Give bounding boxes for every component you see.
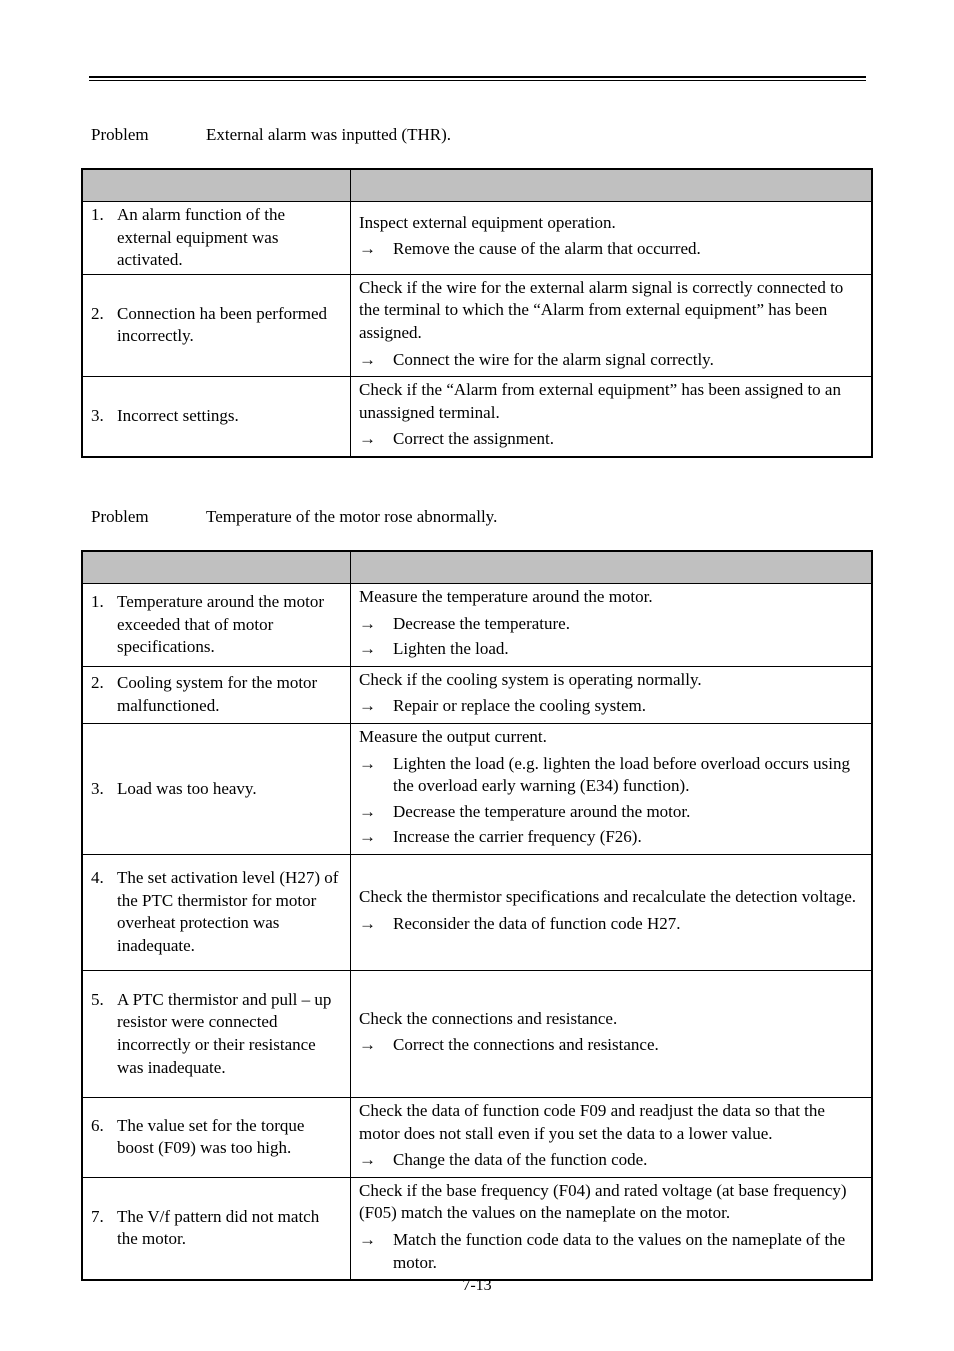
cause-cell bbox=[82, 1177, 351, 1280]
remedy-action bbox=[359, 695, 863, 718]
right-arrow-icon: → bbox=[359, 696, 376, 716]
right-arrow-icon: → bbox=[359, 1150, 376, 1170]
check-remedy-cell bbox=[351, 1177, 873, 1280]
remedy-text: Reconsider the data of function code H27. bbox=[393, 913, 681, 933]
check-text: Check the data of function code F09 and readjust the data so that the motor does not stall even if you set the data to a lower value. bbox=[359, 1100, 825, 1143]
table-row bbox=[82, 1097, 872, 1177]
page-number: 7-13 bbox=[462, 1277, 492, 1294]
cause-number: 7. bbox=[91, 1206, 104, 1226]
check-text: Check if the “Alarm from external equipment” has been assigned to an unassigned terminal. bbox=[359, 380, 841, 422]
table-row bbox=[82, 202, 872, 275]
cause-number: 1. bbox=[91, 592, 104, 611]
remedy-text: Lighten the load. bbox=[393, 639, 509, 659]
remedy-text: Correct the assignment. bbox=[393, 429, 554, 449]
cause-item bbox=[91, 778, 342, 801]
right-arrow-icon: → bbox=[359, 1229, 376, 1249]
header-rule-thick bbox=[89, 76, 866, 78]
check-text: Measure the output current. bbox=[359, 726, 547, 746]
cause-item bbox=[91, 989, 342, 1079]
remedy-action bbox=[359, 349, 863, 372]
cause-cell bbox=[82, 202, 351, 275]
cause-cell bbox=[82, 584, 351, 667]
remedy-action bbox=[359, 1229, 863, 1274]
remedy-text: Repair or replace the cooling system. bbox=[393, 696, 647, 716]
cause-text: An alarm function of the external equipment was activated. bbox=[117, 205, 286, 270]
cause-item bbox=[91, 303, 342, 348]
remedy-action bbox=[359, 1149, 863, 1172]
table-row bbox=[82, 377, 872, 457]
cause-cell bbox=[82, 970, 351, 1097]
problem-text: Temperature of the motor rose abnormally. bbox=[206, 507, 498, 526]
right-arrow-icon: → bbox=[359, 613, 376, 633]
remedy-action bbox=[359, 638, 863, 661]
problem-text: External alarm was inputted (THR). bbox=[206, 125, 452, 144]
header-check-cell bbox=[351, 169, 873, 202]
cause-number: 3. bbox=[91, 406, 104, 426]
check-remedy-cell bbox=[351, 1097, 873, 1177]
remedy-action bbox=[359, 913, 863, 936]
cause-cell bbox=[82, 854, 351, 970]
problem-label: Problem bbox=[91, 507, 149, 526]
check-remedy-cell bbox=[351, 377, 873, 457]
check-remedy-cell bbox=[351, 584, 873, 667]
cause-item bbox=[91, 867, 342, 957]
remedy-text: Decrease the temperature around the motor. bbox=[393, 801, 691, 821]
remedy-text: Change the data of the function code. bbox=[393, 1150, 648, 1170]
check-remedy-cell bbox=[351, 723, 873, 854]
right-arrow-icon: → bbox=[359, 239, 376, 259]
cause-text: Cooling system for the motor malfunctioned. bbox=[117, 673, 318, 715]
cause-item bbox=[91, 591, 342, 659]
check-remedy-cell bbox=[351, 666, 873, 723]
right-arrow-icon: → bbox=[359, 639, 376, 659]
check-remedy-cell bbox=[351, 970, 873, 1097]
cause-number: 2. bbox=[91, 673, 104, 693]
cause-text: The set activation level (H27) of the PTC thermistor for motor overheat protection was inadequate. bbox=[117, 868, 339, 956]
check-text: Check the thermistor specifications and recalculate the detection voltage. bbox=[359, 887, 857, 907]
check-text: Check if the wire for the external alarm signal is correctly connected to the terminal to which the “Alarm from external equipment” has been assigned. bbox=[359, 277, 844, 342]
check-remedy-cell bbox=[351, 274, 873, 376]
table-row bbox=[82, 666, 872, 723]
table-row bbox=[82, 970, 872, 1097]
table-row bbox=[82, 854, 872, 970]
cause-number: 5. bbox=[91, 989, 104, 1009]
right-arrow-icon: → bbox=[359, 913, 376, 933]
cause-text: The V/f pattern did not match the motor. bbox=[117, 1206, 320, 1249]
problem-label: Problem bbox=[91, 125, 149, 144]
right-arrow-icon: → bbox=[359, 349, 376, 369]
remedy-action bbox=[359, 428, 863, 451]
remedy-text: Connect the wire for the alarm signal correctly. bbox=[393, 349, 714, 369]
cause-number: 1. bbox=[91, 205, 104, 224]
table-row bbox=[82, 723, 872, 854]
cause-number: 4. bbox=[91, 868, 104, 888]
right-arrow-icon: → bbox=[359, 827, 376, 847]
header-rule-thin bbox=[89, 80, 866, 81]
cause-cell bbox=[82, 377, 351, 457]
cause-item bbox=[91, 1115, 342, 1160]
table-header-row bbox=[82, 551, 872, 584]
header-cause-cell bbox=[82, 169, 351, 202]
remedy-text: Increase the carrier frequency (F26). bbox=[393, 827, 642, 847]
remedy-action bbox=[359, 1034, 863, 1057]
check-remedy-cell bbox=[351, 854, 873, 970]
cause-cell bbox=[82, 274, 351, 376]
cause-item bbox=[91, 672, 342, 717]
remedy-action bbox=[359, 613, 863, 636]
check-remedy-cell bbox=[351, 202, 873, 275]
check-text: Check the connections and resistance. bbox=[359, 1008, 618, 1028]
check-text: Check if the base frequency (F04) and rated voltage (at base frequency) (F05) match the values on the nameplate on the motor. bbox=[359, 1180, 847, 1223]
table-row bbox=[82, 1177, 872, 1280]
remedy-action bbox=[359, 801, 863, 824]
check-text: Measure the temperature around the motor. bbox=[359, 587, 653, 606]
cause-text: Incorrect settings. bbox=[117, 406, 239, 426]
cause-number: 3. bbox=[91, 778, 104, 798]
cause-item bbox=[91, 405, 342, 428]
cause-item bbox=[91, 204, 342, 272]
cause-text: Load was too heavy. bbox=[117, 778, 257, 798]
cause-cell bbox=[82, 723, 351, 854]
table-header-row bbox=[82, 169, 872, 202]
table-row bbox=[82, 274, 872, 376]
right-arrow-icon: → bbox=[359, 429, 376, 449]
right-arrow-icon: → bbox=[359, 1035, 376, 1055]
cause-number: 6. bbox=[91, 1115, 104, 1135]
cause-text: The value set for the torque boost (F09) was too high. bbox=[117, 1115, 305, 1158]
check-text: Check if the cooling system is operating normally. bbox=[359, 669, 702, 689]
cause-text: Connection ha been performed incorrectly. bbox=[117, 303, 328, 346]
remedy-text: Decrease the temperature. bbox=[393, 613, 570, 633]
remedy-action bbox=[359, 238, 863, 261]
header-cause-cell bbox=[82, 551, 351, 584]
cause-number: 2. bbox=[91, 303, 104, 323]
cause-text: Temperature around the motor exceeded that of motor specifications. bbox=[117, 592, 324, 657]
cause-cell bbox=[82, 666, 351, 723]
troubleshooting-table-1 bbox=[81, 168, 873, 458]
cause-item bbox=[91, 1206, 342, 1251]
cause-cell bbox=[82, 1097, 351, 1177]
remedy-action bbox=[359, 753, 863, 798]
remedy-text: Correct the connections and resistance. bbox=[393, 1035, 659, 1055]
cause-text: A PTC thermistor and pull – up resistor were connected incorrectly or their resistance was inadequate. bbox=[117, 989, 332, 1077]
right-arrow-icon: → bbox=[359, 753, 376, 773]
remedy-action bbox=[359, 826, 863, 849]
check-text: Inspect external equipment operation. bbox=[359, 212, 616, 232]
troubleshooting-table-2 bbox=[81, 550, 873, 1281]
remedy-text: Match the function code data to the values on the nameplate of the motor. bbox=[393, 1229, 846, 1272]
remedy-text: Remove the cause of the alarm that occurred. bbox=[393, 239, 701, 259]
header-check-cell bbox=[351, 551, 873, 584]
table-row bbox=[82, 584, 872, 667]
right-arrow-icon: → bbox=[359, 801, 376, 821]
remedy-text: Lighten the load (e.g. lighten the load before overload occurs using the overload early warning (E34) function). bbox=[393, 753, 850, 796]
